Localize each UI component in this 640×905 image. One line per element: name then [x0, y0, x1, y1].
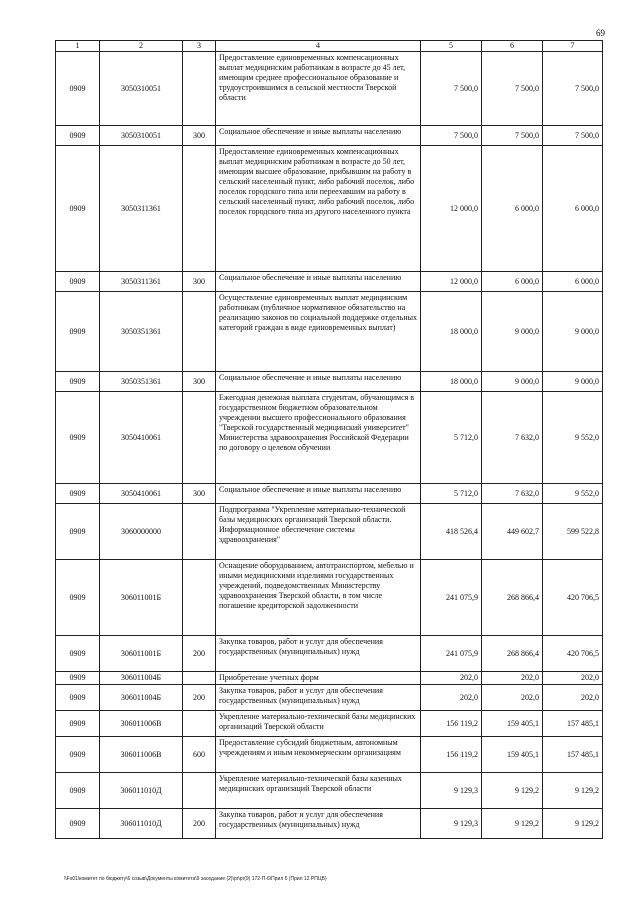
value-2017-cell: 12 000,0	[421, 146, 482, 272]
value-2017-cell: 7 500,0	[421, 126, 482, 146]
section-cell: 0909	[56, 392, 100, 484]
value-2019-cell: 9 000,0	[543, 372, 603, 392]
code-cell: 3050310051	[100, 126, 183, 146]
section-cell: 0909	[56, 773, 100, 809]
code-cell: 306011006В	[100, 737, 183, 773]
type-cell: 300	[183, 272, 216, 292]
code-cell: 3050351361	[100, 292, 183, 372]
value-2018-cell: 9 129,2	[482, 809, 543, 839]
header-cell: 7	[543, 41, 603, 52]
value-2018-cell: 9 000,0	[482, 292, 543, 372]
table-row	[56, 484, 603, 504]
value-2017-cell: 241 075,9	[421, 636, 482, 672]
section-cell: 0909	[56, 685, 100, 711]
value-2017-cell: 7 500,0	[421, 52, 482, 126]
table-row	[56, 392, 603, 484]
section-cell: 0909	[56, 636, 100, 672]
table-row	[56, 372, 603, 392]
value-2019-cell: 420 706,5	[543, 636, 603, 672]
header-cell: 1	[56, 41, 100, 52]
value-2018-cell: 268 866,4	[482, 636, 543, 672]
value-2019-cell: 9 552,0	[543, 392, 603, 484]
header-cell: 3	[183, 41, 216, 52]
value-2018-cell: 7 500,0	[482, 52, 543, 126]
value-2019-cell: 157 485,1	[543, 711, 603, 737]
value-2018-cell: 202,0	[482, 672, 543, 685]
code-cell: 306011004Б	[100, 672, 183, 685]
type-cell: 600	[183, 737, 216, 773]
value-2017-cell: 9 129,3	[421, 773, 482, 809]
description-cell: Предоставление субсидий бюджетным, автономным учреждениям и иным некоммерческим организациям	[216, 737, 421, 773]
description-cell: Приобретение учетных форм	[216, 672, 421, 685]
table-row	[56, 272, 603, 292]
table-row	[56, 711, 603, 737]
table-row	[56, 52, 603, 126]
table-row	[56, 672, 603, 685]
value-2019-cell: 599 522,8	[543, 504, 603, 560]
value-2018-cell: 7 632,0	[482, 484, 543, 504]
value-2017-cell: 241 075,9	[421, 560, 482, 636]
value-2019-cell: 9 552,0	[543, 484, 603, 504]
code-cell: 306011001Б	[100, 560, 183, 636]
value-2018-cell: 202,0	[482, 685, 543, 711]
table-row	[56, 146, 603, 272]
value-2017-cell: 202,0	[421, 685, 482, 711]
description-cell: Социальное обеспечение и иные выплаты населению	[216, 372, 421, 392]
description-cell: Укрепление материально-технической базы медицинских организаций Тверской области	[216, 711, 421, 737]
description-cell: Закупка товаров, работ и услуг для обеспечения государственных (муниципальных) нужд	[216, 636, 421, 672]
page-number: 69	[596, 28, 605, 38]
type-cell	[183, 392, 216, 484]
type-cell	[183, 711, 216, 737]
value-2017-cell: 5 712,0	[421, 484, 482, 504]
value-2018-cell: 6 000,0	[482, 146, 543, 272]
code-cell: 3060000000	[100, 504, 183, 560]
section-cell: 0909	[56, 809, 100, 839]
code-cell: 3050310051	[100, 52, 183, 126]
code-cell: 3050311361	[100, 272, 183, 292]
section-cell: 0909	[56, 292, 100, 372]
value-2017-cell: 5 712,0	[421, 392, 482, 484]
value-2017-cell: 9 129,3	[421, 809, 482, 839]
description-cell: Подпрограмма "Укрепление материально-технической базы медицинских организаций Тверской области. Информационное обеспечение системы здравоохранения"	[216, 504, 421, 560]
value-2018-cell: 7 632,0	[482, 392, 543, 484]
value-2017-cell: 18 000,0	[421, 292, 482, 372]
section-cell: 0909	[56, 560, 100, 636]
section-cell: 0909	[56, 504, 100, 560]
description-cell: Социальное обеспечение и иные выплаты населению	[216, 126, 421, 146]
section-cell: 0909	[56, 126, 100, 146]
code-cell: 306011010Д	[100, 773, 183, 809]
description-cell: Осуществление единовременных выплат медицинским работникам (публичное нормативное обязательство на реализацию законов по социальной поддержке отдельных категорий граждан в виде единовременных выплат)	[216, 292, 421, 372]
value-2018-cell: 6 000,0	[482, 272, 543, 292]
code-cell: 3050311361	[100, 146, 183, 272]
value-2017-cell: 418 526,4	[421, 504, 482, 560]
footer-path: \\Fs01\комитет по бюджету\6 созыв\Документы комитета\9 заседание (2)\pr\pr(9) 172-П-6\Прил 5 (Прил 12 РПЦВ)	[64, 876, 327, 882]
type-cell	[183, 672, 216, 685]
type-cell: 300	[183, 126, 216, 146]
type-cell	[183, 504, 216, 560]
table-row	[56, 809, 603, 839]
table-row	[56, 560, 603, 636]
value-2017-cell: 12 000,0	[421, 272, 482, 292]
type-cell	[183, 292, 216, 372]
value-2019-cell: 202,0	[543, 672, 603, 685]
description-cell: Укрепление материально-технической базы казенных медицинских организаций Тверской области	[216, 773, 421, 809]
value-2019-cell: 420 706,5	[543, 560, 603, 636]
table-row	[56, 126, 603, 146]
value-2019-cell: 7 500,0	[543, 126, 603, 146]
budget-table	[55, 40, 603, 839]
code-cell: 306011010Д	[100, 809, 183, 839]
description-cell: Оснащение оборудованием, автотранспортом, мебелью и иными медицинскими изделиями государственных учреждений, подведомственных Министерству здравоохранения Тверской области, в том числе погашение кредиторской задолженности	[216, 560, 421, 636]
value-2019-cell: 6 000,0	[543, 146, 603, 272]
value-2019-cell: 9 129,2	[543, 809, 603, 839]
code-cell: 306011001Б	[100, 636, 183, 672]
value-2019-cell: 9 129,2	[543, 773, 603, 809]
value-2018-cell: 449 602,7	[482, 504, 543, 560]
section-cell: 0909	[56, 52, 100, 126]
table-row	[56, 504, 603, 560]
type-cell	[183, 773, 216, 809]
description-cell: Закупка товаров, работ и услуг для обеспечения государственных (муниципальных) нужд	[216, 809, 421, 839]
value-2019-cell: 202,0	[543, 685, 603, 711]
value-2019-cell: 7 500,0	[543, 52, 603, 126]
value-2019-cell: 9 000,0	[543, 292, 603, 372]
header-cell: 6	[482, 41, 543, 52]
type-cell: 300	[183, 372, 216, 392]
description-cell: Социальное обеспечение и иные выплаты населению	[216, 484, 421, 504]
section-cell: 0909	[56, 484, 100, 504]
header-cell: 4	[216, 41, 421, 52]
table-row	[56, 685, 603, 711]
description-cell: Социальное обеспечение и иные выплаты населению	[216, 272, 421, 292]
table-row	[56, 737, 603, 773]
value-2018-cell: 9 000,0	[482, 372, 543, 392]
value-2018-cell: 9 129,2	[482, 773, 543, 809]
table-row	[56, 292, 603, 372]
value-2018-cell: 268 866,4	[482, 560, 543, 636]
type-cell: 200	[183, 809, 216, 839]
section-cell: 0909	[56, 672, 100, 685]
table-row	[56, 636, 603, 672]
header-cell: 2	[100, 41, 183, 52]
section-cell: 0909	[56, 372, 100, 392]
value-2019-cell: 157 485,1	[543, 737, 603, 773]
value-2018-cell: 159 405,1	[482, 737, 543, 773]
section-cell: 0909	[56, 711, 100, 737]
value-2017-cell: 18 000,0	[421, 372, 482, 392]
table-body	[56, 52, 603, 839]
description-cell: Ежегодная денежная выплата студентам, обучающимся в государственном бюджетном образовательном учреждении высшего профессионального образования "Тверской государственный медицинский университет" Министерства здравоохранения Российской Федерации по договору о целевом обучении	[216, 392, 421, 484]
type-cell: 200	[183, 636, 216, 672]
type-cell	[183, 52, 216, 126]
header-cell: 5	[421, 41, 482, 52]
code-cell: 3050351361	[100, 372, 183, 392]
header-row	[56, 41, 603, 52]
section-cell: 0909	[56, 146, 100, 272]
value-2019-cell: 6 000,0	[543, 272, 603, 292]
description-cell: Предоставление единовременных компенсационных выплат медицинским работникам в возрасте до 50 лет, имеющим высшее образование, прибывшим на работу в сельский населенный пункт, либо рабочий поселок, либо поселок городского типа или переехавшим на работу в сельский населенный пункт, либо рабочий поселок, либо поселок городского типа из другого населенного пункта	[216, 146, 421, 272]
section-cell: 0909	[56, 737, 100, 773]
type-cell: 300	[183, 484, 216, 504]
code-cell: 3050410061	[100, 484, 183, 504]
value-2017-cell: 156 119,2	[421, 737, 482, 773]
type-cell	[183, 560, 216, 636]
code-cell: 306011006В	[100, 711, 183, 737]
type-cell	[183, 146, 216, 272]
value-2018-cell: 7 500,0	[482, 126, 543, 146]
code-cell: 306011004Б	[100, 685, 183, 711]
type-cell: 200	[183, 685, 216, 711]
code-cell: 3050410061	[100, 392, 183, 484]
value-2017-cell: 156 119,2	[421, 711, 482, 737]
section-cell: 0909	[56, 272, 100, 292]
description-cell: Закупка товаров, работ и услуг для обеспечения государственных (муниципальных) нужд	[216, 685, 421, 711]
value-2018-cell: 159 405,1	[482, 711, 543, 737]
value-2017-cell: 202,0	[421, 672, 482, 685]
description-cell: Предоставление единовременных компенсационных выплат медицинским работникам в возрасте до 45 лет, имеющим среднее профессиональное образование и трудоустроившимся в сельской местности Тверской области	[216, 52, 421, 126]
table-row	[56, 773, 603, 809]
